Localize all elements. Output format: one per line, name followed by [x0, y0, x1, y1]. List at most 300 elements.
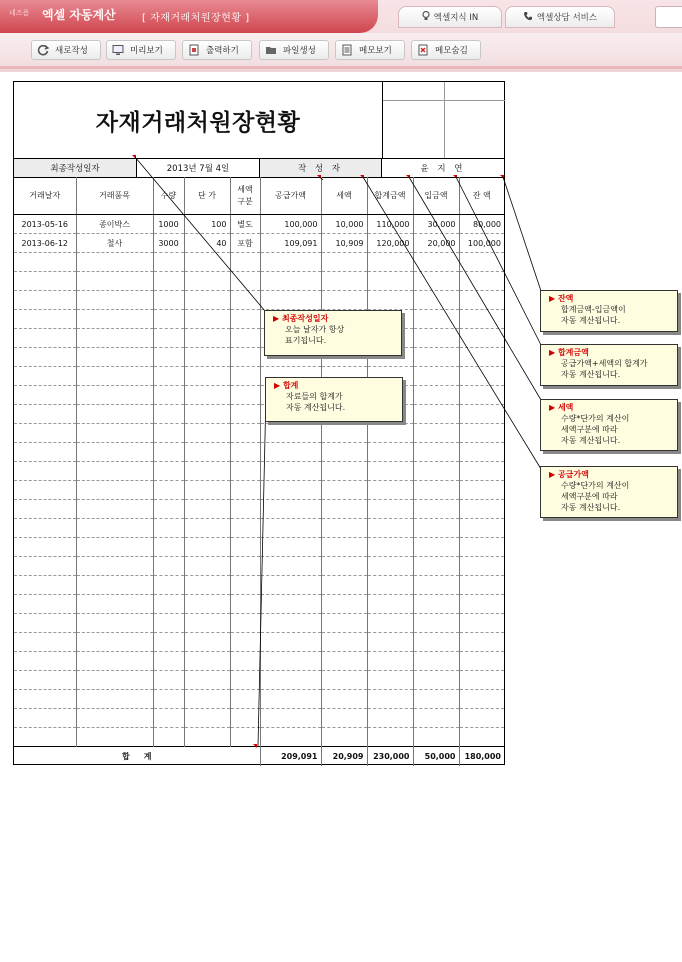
- cell-item[interactable]: [76, 291, 153, 310]
- cell-supply[interactable]: [260, 481, 321, 500]
- cell-paid[interactable]: [413, 462, 459, 481]
- cell-date[interactable]: [14, 253, 76, 272]
- cell-tax[interactable]: [321, 709, 367, 728]
- cell-total[interactable]: [367, 595, 413, 614]
- comment-marker[interactable]: [253, 744, 257, 748]
- cell-tax-type[interactable]: [230, 348, 260, 367]
- cell-qty[interactable]: [153, 272, 184, 291]
- cell-item[interactable]: [76, 386, 153, 405]
- cell-date[interactable]: [14, 709, 76, 728]
- cell-balance[interactable]: [459, 538, 504, 557]
- cell-qty[interactable]: [153, 500, 184, 519]
- cell-paid[interactable]: [413, 443, 459, 462]
- cell-date[interactable]: [14, 671, 76, 690]
- cell-balance[interactable]: [459, 386, 504, 405]
- cell-balance[interactable]: [459, 348, 504, 367]
- cell-date[interactable]: [14, 424, 76, 443]
- cell-qty[interactable]: [153, 481, 184, 500]
- cell-tax-type[interactable]: [230, 690, 260, 709]
- cell-supply[interactable]: [260, 291, 321, 310]
- cell-item[interactable]: [76, 405, 153, 424]
- cell-date[interactable]: 2013-06-12: [14, 234, 76, 253]
- cell-tax-type[interactable]: [230, 272, 260, 291]
- cell-total[interactable]: [367, 481, 413, 500]
- cell-paid[interactable]: [413, 633, 459, 652]
- cell-date[interactable]: [14, 652, 76, 671]
- cell-balance[interactable]: 80,000: [459, 215, 504, 234]
- cell-item[interactable]: [76, 614, 153, 633]
- supply-note-title: ▶ 공급가액: [549, 469, 673, 480]
- cell-price[interactable]: [184, 386, 230, 405]
- cell-balance[interactable]: [459, 272, 504, 291]
- cell-item[interactable]: [76, 310, 153, 329]
- table-row: [14, 538, 504, 557]
- cell-supply[interactable]: [260, 709, 321, 728]
- cell-balance[interactable]: [459, 424, 504, 443]
- cell-qty[interactable]: [153, 633, 184, 652]
- cell-qty[interactable]: [153, 443, 184, 462]
- last-date-value[interactable]: 2013년 7월 4일: [137, 159, 260, 177]
- cell-paid[interactable]: [413, 728, 459, 747]
- cell-price[interactable]: [184, 709, 230, 728]
- create-file-button[interactable]: [259, 40, 329, 60]
- cell-qty[interactable]: [153, 462, 184, 481]
- cell-supply[interactable]: [260, 652, 321, 671]
- cell-item[interactable]: [76, 443, 153, 462]
- total-note-body: [549, 358, 673, 380]
- cell-balance[interactable]: [459, 443, 504, 462]
- cell-supply[interactable]: 100,000: [260, 215, 321, 234]
- cell-date[interactable]: [14, 405, 76, 424]
- cell-item[interactable]: [76, 519, 153, 538]
- cell-total[interactable]: [367, 443, 413, 462]
- cell-balance[interactable]: [459, 462, 504, 481]
- cell-date[interactable]: [14, 329, 76, 348]
- cell-qty[interactable]: [153, 405, 184, 424]
- cell-paid[interactable]: [413, 519, 459, 538]
- cell-qty[interactable]: [153, 519, 184, 538]
- cell-tax-type[interactable]: [230, 310, 260, 329]
- cell-price[interactable]: [184, 367, 230, 386]
- cell-item[interactable]: 종이박스: [76, 215, 153, 234]
- cell-tax[interactable]: [321, 576, 367, 595]
- cell-total[interactable]: [367, 614, 413, 633]
- cell-qty[interactable]: [153, 291, 184, 310]
- cell-paid[interactable]: [413, 614, 459, 633]
- cell-price[interactable]: [184, 671, 230, 690]
- cell-price[interactable]: [184, 500, 230, 519]
- cell-qty[interactable]: [153, 576, 184, 595]
- hide-memo-button[interactable]: [411, 40, 481, 60]
- cell-price[interactable]: [184, 424, 230, 443]
- cell-balance[interactable]: [459, 728, 504, 747]
- refresh-icon: [37, 44, 49, 56]
- excel-consult-label: 엑셀상담 서비스: [536, 13, 598, 23]
- cell-supply[interactable]: [260, 443, 321, 462]
- cell-supply[interactable]: [260, 500, 321, 519]
- cell-total[interactable]: [367, 557, 413, 576]
- cell-price[interactable]: [184, 728, 230, 747]
- cell-tax-type[interactable]: 별도: [230, 215, 260, 234]
- cell-tax-type[interactable]: [230, 329, 260, 348]
- cell-tax-type[interactable]: [230, 424, 260, 443]
- cell-balance[interactable]: 100,000: [459, 234, 504, 253]
- cell-tax[interactable]: [321, 500, 367, 519]
- cell-paid[interactable]: [413, 538, 459, 557]
- approval-box: [382, 82, 504, 159]
- cell-date[interactable]: [14, 500, 76, 519]
- cell-item[interactable]: 철사: [76, 234, 153, 253]
- cell-price[interactable]: [184, 253, 230, 272]
- cell-price[interactable]: [184, 652, 230, 671]
- cell-tax-type[interactable]: [230, 595, 260, 614]
- cell-date[interactable]: [14, 443, 76, 462]
- cell-item[interactable]: [76, 728, 153, 747]
- cell-total[interactable]: [367, 424, 413, 443]
- cell-paid[interactable]: [413, 481, 459, 500]
- cell-price[interactable]: [184, 690, 230, 709]
- cell-date[interactable]: [14, 557, 76, 576]
- cell-supply[interactable]: [260, 253, 321, 272]
- cell-qty[interactable]: [153, 595, 184, 614]
- cell-supply[interactable]: [260, 519, 321, 538]
- print-button[interactable]: [182, 40, 252, 60]
- cell-balance[interactable]: [459, 291, 504, 310]
- cell-paid[interactable]: [413, 652, 459, 671]
- cell-date[interactable]: [14, 481, 76, 500]
- cell-paid[interactable]: [413, 367, 459, 386]
- cell-price[interactable]: [184, 272, 230, 291]
- cell-price[interactable]: [184, 310, 230, 329]
- comment-marker[interactable]: [500, 175, 504, 179]
- cell-tax[interactable]: [321, 633, 367, 652]
- cell-item[interactable]: [76, 652, 153, 671]
- cell-price[interactable]: [184, 576, 230, 595]
- cell-qty[interactable]: [153, 690, 184, 709]
- cell-tax-type[interactable]: [230, 500, 260, 519]
- cell-tax-type[interactable]: [230, 443, 260, 462]
- last-date-note-line: 오늘 날자가 항상: [285, 325, 345, 334]
- cell-price[interactable]: [184, 348, 230, 367]
- cell-total[interactable]: [367, 538, 413, 557]
- cell-paid[interactable]: [413, 272, 459, 291]
- cell-balance[interactable]: [459, 481, 504, 500]
- cell-paid[interactable]: [413, 595, 459, 614]
- cell-paid[interactable]: [413, 424, 459, 443]
- cell-tax[interactable]: [321, 481, 367, 500]
- cell-item[interactable]: [76, 690, 153, 709]
- cell-supply[interactable]: [260, 462, 321, 481]
- cell-qty[interactable]: [153, 614, 184, 633]
- cell-tax[interactable]: [321, 443, 367, 462]
- cell-price[interactable]: [184, 329, 230, 348]
- cell-supply[interactable]: [260, 424, 321, 443]
- cell-tax[interactable]: [321, 557, 367, 576]
- cell-tax[interactable]: [321, 253, 367, 272]
- cell-tax[interactable]: [321, 538, 367, 557]
- cell-item[interactable]: [76, 576, 153, 595]
- cell-price[interactable]: 40: [184, 234, 230, 253]
- cell-paid[interactable]: [413, 557, 459, 576]
- cell-qty[interactable]: [153, 557, 184, 576]
- cell-tax-type[interactable]: [230, 709, 260, 728]
- cell-supply[interactable]: [260, 576, 321, 595]
- cell-tax[interactable]: 10,909: [321, 234, 367, 253]
- cell-paid[interactable]: [413, 405, 459, 424]
- cell-tax[interactable]: 10,000: [321, 215, 367, 234]
- cell-date[interactable]: [14, 291, 76, 310]
- col-date-header: 거래날자: [14, 178, 76, 215]
- cell-paid[interactable]: [413, 386, 459, 405]
- table-row: [14, 424, 504, 443]
- excel-knowledge-link[interactable]: [398, 6, 502, 28]
- new-button[interactable]: [31, 40, 101, 60]
- folder-icon: [265, 44, 277, 56]
- cell-supply[interactable]: [260, 557, 321, 576]
- cell-price[interactable]: [184, 481, 230, 500]
- cell-item[interactable]: [76, 595, 153, 614]
- cell-supply[interactable]: [260, 633, 321, 652]
- cell-date[interactable]: [14, 538, 76, 557]
- cell-qty[interactable]: [153, 367, 184, 386]
- cell-paid[interactable]: [413, 576, 459, 595]
- cell-item[interactable]: [76, 329, 153, 348]
- cell-balance[interactable]: [459, 405, 504, 424]
- cell-total[interactable]: [367, 462, 413, 481]
- comment-marker[interactable]: [132, 155, 136, 159]
- cell-total[interactable]: [367, 728, 413, 747]
- cell-total[interactable]: [367, 709, 413, 728]
- table-row: [14, 576, 504, 595]
- cell-qty[interactable]: [153, 728, 184, 747]
- cell-date[interactable]: [14, 614, 76, 633]
- cell-balance[interactable]: [459, 671, 504, 690]
- cell-qty[interactable]: 3000: [153, 234, 184, 253]
- cell-tax-type[interactable]: [230, 671, 260, 690]
- cell-tax-type[interactable]: [230, 519, 260, 538]
- cell-tax[interactable]: [321, 690, 367, 709]
- cell-date[interactable]: [14, 310, 76, 329]
- cell-price[interactable]: [184, 519, 230, 538]
- show-memo-button[interactable]: [335, 40, 405, 60]
- cell-supply[interactable]: [260, 614, 321, 633]
- cell-total[interactable]: 120,000: [367, 234, 413, 253]
- cell-tax-type[interactable]: [230, 633, 260, 652]
- cell-supply[interactable]: [260, 728, 321, 747]
- cell-balance[interactable]: [459, 367, 504, 386]
- cell-tax-type[interactable]: [230, 538, 260, 557]
- cell-balance[interactable]: [459, 709, 504, 728]
- cell-paid[interactable]: [413, 709, 459, 728]
- cell-date[interactable]: [14, 367, 76, 386]
- cell-balance[interactable]: [459, 519, 504, 538]
- cell-tax[interactable]: [321, 652, 367, 671]
- cell-qty[interactable]: [153, 709, 184, 728]
- cell-date[interactable]: [14, 728, 76, 747]
- cell-balance[interactable]: [459, 595, 504, 614]
- cell-price[interactable]: [184, 595, 230, 614]
- cell-qty[interactable]: [153, 671, 184, 690]
- comment-marker[interactable]: [317, 175, 321, 179]
- cell-date[interactable]: [14, 272, 76, 291]
- cell-supply[interactable]: [260, 671, 321, 690]
- cell-date[interactable]: [14, 348, 76, 367]
- cell-qty[interactable]: [153, 253, 184, 272]
- cell-tax-type[interactable]: [230, 405, 260, 424]
- comment-marker[interactable]: [406, 175, 410, 179]
- cell-balance[interactable]: [459, 253, 504, 272]
- cell-date[interactable]: [14, 595, 76, 614]
- cell-paid[interactable]: [413, 500, 459, 519]
- cell-qty[interactable]: [153, 424, 184, 443]
- cell-paid[interactable]: 20,000: [413, 234, 459, 253]
- cell-qty[interactable]: [153, 652, 184, 671]
- cell-qty[interactable]: [153, 348, 184, 367]
- show-memo-button-label: 메모보기: [359, 46, 392, 56]
- cell-item[interactable]: [76, 538, 153, 557]
- cell-date[interactable]: [14, 690, 76, 709]
- cell-supply[interactable]: [260, 272, 321, 291]
- cell-total[interactable]: [367, 652, 413, 671]
- cell-tax[interactable]: [321, 671, 367, 690]
- cell-item[interactable]: [76, 557, 153, 576]
- search-box[interactable]: [655, 6, 682, 28]
- cell-tax[interactable]: [321, 519, 367, 538]
- cell-total[interactable]: [367, 272, 413, 291]
- cell-balance[interactable]: [459, 633, 504, 652]
- total-note-line: 자동 계산됩니다.: [561, 370, 621, 379]
- cell-paid[interactable]: [413, 671, 459, 690]
- cell-total[interactable]: [367, 633, 413, 652]
- cell-tax-type[interactable]: [230, 557, 260, 576]
- cell-tax[interactable]: [321, 462, 367, 481]
- cell-supply[interactable]: [260, 595, 321, 614]
- cell-supply[interactable]: 109,091: [260, 234, 321, 253]
- table-row: [14, 215, 504, 234]
- comment-marker[interactable]: [360, 175, 364, 179]
- cell-paid[interactable]: 30,000: [413, 215, 459, 234]
- cell-item[interactable]: [76, 481, 153, 500]
- comment-marker[interactable]: [453, 175, 457, 179]
- cell-price[interactable]: [184, 538, 230, 557]
- cell-balance[interactable]: [459, 576, 504, 595]
- cell-item[interactable]: [76, 500, 153, 519]
- cell-balance[interactable]: [459, 557, 504, 576]
- cell-balance[interactable]: [459, 329, 504, 348]
- cell-tax[interactable]: [321, 614, 367, 633]
- cell-tax[interactable]: [321, 728, 367, 747]
- cell-price[interactable]: [184, 405, 230, 424]
- cell-tax-type[interactable]: [230, 481, 260, 500]
- cell-price[interactable]: 100: [184, 215, 230, 234]
- cell-tax[interactable]: [321, 272, 367, 291]
- cell-total[interactable]: [367, 253, 413, 272]
- cell-qty[interactable]: [153, 538, 184, 557]
- table-row: [14, 405, 504, 424]
- cell-date[interactable]: [14, 386, 76, 405]
- cell-balance[interactable]: [459, 500, 504, 519]
- cell-total[interactable]: [367, 519, 413, 538]
- cell-tax-type[interactable]: [230, 576, 260, 595]
- cell-qty[interactable]: 1000: [153, 215, 184, 234]
- cell-item[interactable]: [76, 709, 153, 728]
- cell-total[interactable]: [367, 576, 413, 595]
- cell-tax-type[interactable]: 포함: [230, 234, 260, 253]
- cell-paid[interactable]: [413, 310, 459, 329]
- cell-price[interactable]: [184, 443, 230, 462]
- cell-item[interactable]: [76, 253, 153, 272]
- cell-item[interactable]: [76, 671, 153, 690]
- cell-item[interactable]: [76, 348, 153, 367]
- cell-balance[interactable]: [459, 310, 504, 329]
- cell-balance[interactable]: [459, 614, 504, 633]
- cell-qty[interactable]: [153, 329, 184, 348]
- cell-price[interactable]: [184, 614, 230, 633]
- cell-qty[interactable]: [153, 310, 184, 329]
- cell-tax[interactable]: [321, 424, 367, 443]
- cell-price[interactable]: [184, 291, 230, 310]
- col-total-header: 합계금액: [367, 178, 413, 215]
- cell-total[interactable]: [367, 500, 413, 519]
- cell-price[interactable]: [184, 462, 230, 481]
- cell-paid[interactable]: [413, 690, 459, 709]
- cell-total[interactable]: [367, 291, 413, 310]
- cell-tax-type[interactable]: [230, 386, 260, 405]
- cell-balance[interactable]: [459, 652, 504, 671]
- cell-total[interactable]: [367, 690, 413, 709]
- cell-date[interactable]: [14, 519, 76, 538]
- cell-date[interactable]: [14, 576, 76, 595]
- cell-tax-type[interactable]: [230, 253, 260, 272]
- cell-paid[interactable]: [413, 348, 459, 367]
- cell-date[interactable]: [14, 462, 76, 481]
- author-value[interactable]: 윤 지 연: [420, 164, 466, 174]
- cell-item[interactable]: [76, 633, 153, 652]
- excel-consult-link[interactable]: [505, 6, 615, 28]
- cell-tax-type[interactable]: [230, 652, 260, 671]
- cell-total[interactable]: [367, 671, 413, 690]
- cell-tax-type[interactable]: [230, 614, 260, 633]
- cell-price[interactable]: [184, 633, 230, 652]
- cell-price[interactable]: [184, 557, 230, 576]
- cell-date[interactable]: 2013-05-16: [14, 215, 76, 234]
- cell-supply[interactable]: [260, 690, 321, 709]
- cell-tax[interactable]: [321, 291, 367, 310]
- cell-tax-type[interactable]: [230, 462, 260, 481]
- last-date-note: [264, 310, 402, 356]
- brand-small-label: 네즈폼: [9, 9, 30, 17]
- preview-button[interactable]: [106, 40, 176, 60]
- cell-supply[interactable]: [260, 538, 321, 557]
- cell-item[interactable]: [76, 424, 153, 443]
- approval-box-divider: [444, 82, 445, 159]
- cell-paid[interactable]: [413, 253, 459, 272]
- cell-item[interactable]: [76, 462, 153, 481]
- table-row: [14, 519, 504, 538]
- cell-paid[interactable]: [413, 291, 459, 310]
- cell-total[interactable]: 110,000: [367, 215, 413, 234]
- cell-date[interactable]: [14, 633, 76, 652]
- tax-note-line: 자동 계산됩니다.: [561, 436, 621, 445]
- cell-item[interactable]: [76, 367, 153, 386]
- cell-item[interactable]: [76, 272, 153, 291]
- cell-tax-type[interactable]: [230, 291, 260, 310]
- cell-balance[interactable]: [459, 690, 504, 709]
- cell-tax[interactable]: [321, 595, 367, 614]
- cell-paid[interactable]: [413, 329, 459, 348]
- cell-tax-type[interactable]: [230, 367, 260, 386]
- cell-qty[interactable]: [153, 386, 184, 405]
